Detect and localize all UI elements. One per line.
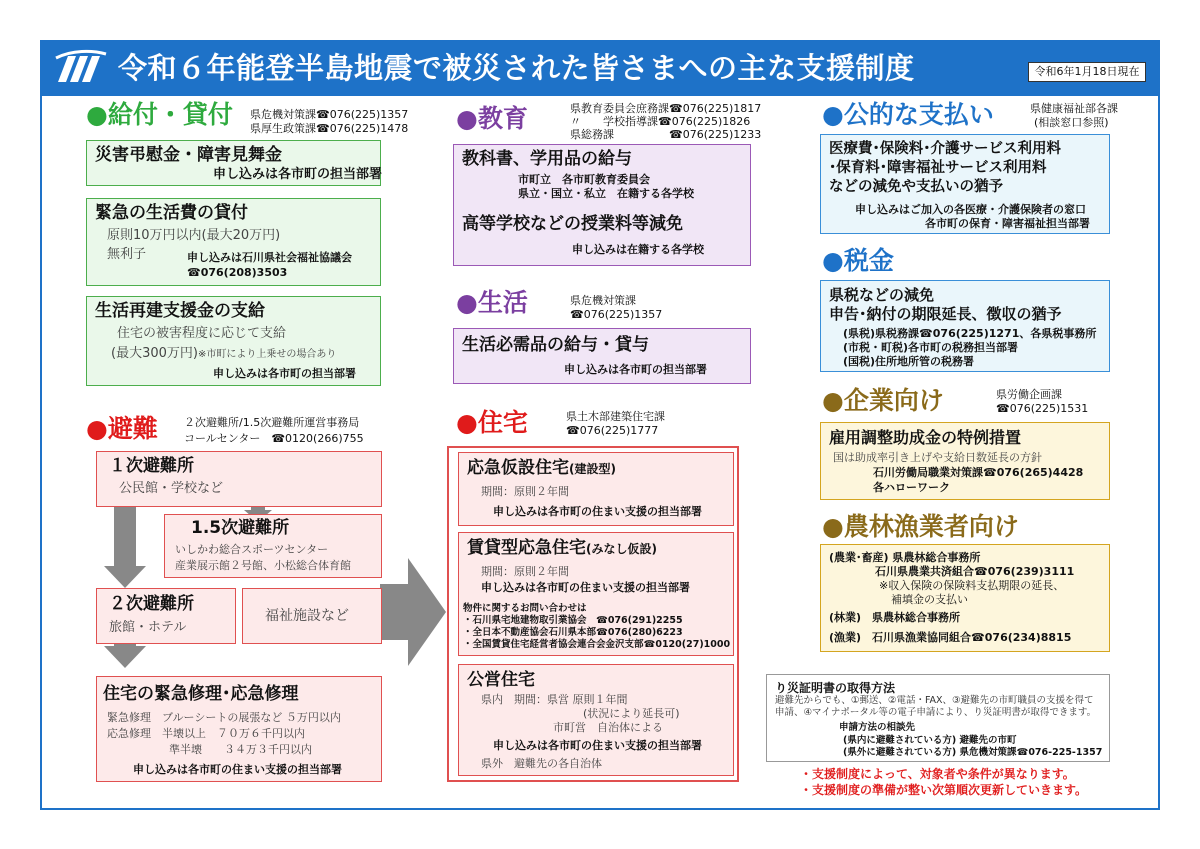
jutaku-card-2 [458, 532, 734, 656]
hinan-repair-card [96, 676, 382, 782]
kyoiku-card-line1: 市町立 各市町教育委員会 [518, 173, 650, 186]
seikatsu-card [453, 328, 751, 384]
rishou-line5: (県外に避難されている方) 県危機対策課☎076-225-1357 [843, 747, 1103, 758]
jutaku-card-2-inq2: ・全日本不動産協会石川県本部☎076(280)6223 [463, 627, 683, 638]
kyoiku-contact-1: 県教育委員会庶務課☎076(225)1817 [570, 102, 762, 115]
kyoiku-card-apply: 申し込みは在籍する各学校 [572, 243, 704, 256]
kouteki-line3: などの減免や支払いの猶予 [829, 179, 1003, 195]
kyufu-card-3-title: 生活再建支援金の支給 [95, 301, 265, 321]
hinan-card-15 [164, 514, 382, 578]
jutaku-card-3-line4: 県外 避難先の各自治体 [481, 757, 602, 770]
repair-apply: 申し込みは各市町の住まい支援の担当部署 [133, 763, 342, 776]
repair-line3: 準半壊 ３４万３千円以内 [169, 743, 312, 756]
kyufu-card-2-line2: 無利子 [107, 247, 147, 262]
section-zeikin-title: ●税金 [822, 246, 894, 275]
kyufu-contact-1: 県危機対策課☎076(225)1357 [250, 108, 409, 121]
jutaku-card-2-period: 期間：原則２年間 [481, 565, 569, 578]
hinan-15ji-line2: 産業展示館２号館、小松総合体育館 [175, 559, 351, 572]
jutaku-card-2-apply: 申し込みは各市町の住まい支援の担当部署 [481, 581, 690, 594]
jutaku-card-2-inq1: ・石川県宅地建物取引業協会 ☎076(291)2255 [463, 615, 683, 626]
section-kyufu-title: ●給付・貸付 [86, 100, 233, 129]
kouteki-contact-2: (相談窓口参照) [1034, 116, 1109, 129]
jutaku-card-3-apply: 申し込みは各市町の住まい支援の担当部署 [493, 739, 702, 752]
kyufu-card-2-title: 緊急の生活費の貸付 [95, 203, 248, 223]
kyufu-card-3-line1: 住宅の被害程度に応じて支給 [117, 326, 287, 341]
norin-line5: (林業) 県農林総合事務所 [829, 611, 961, 624]
date-stamp: 令和6年1月18日現在 [1028, 62, 1146, 82]
rishou-box [766, 674, 1110, 762]
kyoiku-contact-2: 〃 学校指導課☎076(225)1826 [570, 115, 751, 128]
zeikin-contact-2: (市税・町税)各市町の税務担当部署 [843, 341, 1019, 354]
jutaku-card-1-title: 応急仮設住宅(建設型) [467, 458, 616, 478]
jutaku-card-1-period: 期間：原則２年間 [481, 485, 569, 498]
jutaku-card-2-inq3: ・全国賃貸住宅経営者協会連合会金沢支部☎0120(27)1000 [463, 639, 731, 650]
ishikawa-logo-icon [52, 48, 108, 88]
section-jutaku-title: ●住宅 [456, 408, 528, 437]
kigyo-card-title: 雇用調整助成金の特例措置 [829, 428, 1022, 447]
jutaku-card-2-inq: 物件に関するお問い合わせは [463, 603, 587, 614]
jutaku-card-1-apply: 申し込みは各市町の住まい支援の担当部署 [493, 505, 702, 518]
seikatsu-card-title: 生活必需品の給与・貸与 [462, 335, 649, 355]
hinan-1ji-title: １次避難所 [109, 456, 194, 476]
kyoiku-card-title-2: 高等学校などの授業料等減免 [462, 214, 683, 234]
kyufu-card-2-tel: ☎076(208)3503 [187, 266, 288, 279]
jutaku-contact-1: 県土木部建築住宅課 [566, 410, 665, 423]
jutaku-card-3-line2: (状況により延長可) [583, 707, 680, 720]
section-kyoiku-title: ●教育 [456, 104, 528, 133]
seikatsu-card-apply: 申し込みは各市町の担当部署 [564, 363, 707, 376]
kyufu-card-1-title: 災害弔慰金・障害見舞金 [95, 145, 282, 165]
note-2: ・支援制度の準備が整い次第順次更新していきます。 [800, 783, 1088, 797]
hinan-15ji-title: 1.5次避難所 [191, 518, 290, 538]
kyufu-card-1-apply: 申し込みは各市町の担当部署 [213, 167, 383, 182]
hinan-2ji-sub: 旅館・ホテル [109, 620, 187, 635]
kyoiku-card [453, 144, 751, 266]
section-seikatsu-title: ●生活 [456, 288, 528, 317]
note-1: ・支援制度によって、対象者や条件が異なります。 [800, 767, 1075, 781]
kyufu-card-3 [86, 296, 381, 386]
hinan-fukushi-label: 福祉施設など [265, 608, 349, 624]
kyufu-card-2 [86, 198, 381, 286]
kigyo-contact-2: ☎076(225)1531 [996, 402, 1089, 415]
kouteki-apply-1: 申し込みはご加入の各医療・介護保険者の窓口 [855, 203, 1086, 216]
norin-line4: 補填金の支払い [891, 593, 968, 606]
kyufu-card-2-apply: 申し込みは石川県社会福祉協議会 [187, 251, 352, 264]
hinan-card-1 [96, 451, 382, 507]
kouteki-card [820, 134, 1110, 234]
section-kouteki-title: ●公的な支払い [822, 100, 994, 129]
kyoiku-card-title-1: 教科書、学用品の給与 [462, 149, 632, 169]
norin-line6: (漁業) 石川県漁業協同組合☎076(234)8815 [829, 631, 1072, 644]
seikatsu-contact-2: ☎076(225)1357 [570, 308, 663, 321]
kigyo-line2: 石川労働局職業対策課☎076(265)4428 [873, 466, 1084, 479]
hinan-card-2 [96, 588, 236, 644]
kouteki-line1: 医療費･保険料･介護サービス利用料 [829, 141, 1061, 157]
hinan-1ji-sub: 公民館・学校など [119, 481, 224, 496]
norin-card [820, 544, 1110, 652]
repair-line1: 緊急修理 ブルーシートの展張など ５万円以内 [107, 711, 341, 724]
jutaku-card-3-line1: 県内 期間：県営 原則１年間 [481, 693, 628, 706]
rishou-line1: 避難先からでも、①郵送、②電話・FAX、③避難先の市町職員の支援を得て [775, 695, 1094, 706]
seikatsu-contact-1: 県危機対策課 [570, 294, 636, 307]
kigyo-line3: 各ハローワーク [873, 481, 950, 494]
zeikin-contact-3: (国税)住所地所管の税務署 [843, 355, 975, 368]
kyufu-card-2-line1: 原則10万円以内(最大20万円) [107, 228, 281, 243]
flow-arrow-to-jutaku [380, 552, 448, 672]
kigyo-contact-1: 県労働企画課 [996, 388, 1062, 401]
hinan-15ji-line1: いしかわ総合スポーツセンター [175, 543, 329, 556]
section-hinan-title: ●避難 [86, 414, 158, 443]
jutaku-contact-2: ☎076(225)1777 [566, 424, 659, 437]
jutaku-card-3 [458, 664, 734, 776]
hinan-contact-2: コールセンター ☎0120(266)755 [184, 432, 364, 445]
zeikin-line1: 県税などの減免 [829, 286, 935, 304]
rishou-line3: 申請方法の相談先 [839, 722, 916, 733]
norin-line1: (農業･畜産) 県農林総合事務所 [829, 551, 981, 564]
kigyo-card [820, 422, 1110, 500]
kigyo-line1: 国は助成率引き上げや支給日数延長の方針 [833, 451, 1042, 464]
kyufu-card-3-apply: 申し込みは各市町の担当部署 [213, 367, 356, 380]
zeikin-line2: 申告･納付の期限延長、徴収の猶予 [829, 305, 1062, 323]
repair-line2: 応急修理 半壊以上 ７０万６千円以内 [107, 727, 305, 740]
zeikin-card [820, 280, 1110, 372]
kyufu-card-1 [86, 140, 381, 186]
hinan-contact-1: ２次避難所/1.5次避難所運営事務局 [184, 416, 360, 429]
rishou-line4: (県内に避難されている方) 避難先の市町 [843, 735, 1017, 746]
section-kigyo-title: ●企業向け [822, 386, 944, 415]
rishou-title: り災証明書の取得方法 [775, 681, 896, 695]
page-title: 令和６年能登半島地震で被災された皆さまへの主な支援制度 [118, 51, 915, 85]
kouteki-contact-1: 県健康福祉部各課 [1030, 102, 1118, 115]
kouteki-apply-2: 各市町の保育・障害福祉担当部署 [925, 217, 1090, 230]
repair-title: 住宅の緊急修理･応急修理 [103, 684, 299, 704]
kyoiku-card-line2: 県立・国立・私立 在籍する各学校 [518, 187, 694, 200]
kyoiku-contact-3: 県総務課 ☎076(225)1233 [570, 128, 762, 141]
hinan-card-fukushi [242, 588, 382, 644]
kyufu-contact-2: 県厚生政策課☎076(225)1478 [250, 122, 409, 135]
rishou-line2: 申請、④マイナポータル等の電子申請により、り災証明書が取得できます。 [775, 707, 1097, 718]
norin-line3: ※収入保険の保険料支払期限の延長、 [879, 579, 1065, 592]
jutaku-card-3-line3: 市町営 自治体による [553, 721, 663, 734]
hinan-2ji-title: ２次避難所 [109, 594, 194, 614]
kyufu-card-3-line2: (最大300万円)※市町により上乗せの場合あり [111, 346, 337, 361]
section-norin-title: ●農林漁業者向け [822, 512, 1019, 541]
kouteki-line2: ･保育料･障害福祉サービス利用料 [829, 160, 1047, 176]
jutaku-card-2-title: 賃貸型応急住宅(みなし仮設) [467, 538, 657, 558]
zeikin-contact-1: (県税)県税務課☎076(225)1271、各県税事務所 [843, 327, 1097, 340]
norin-line2: 石川県農業共済組合☎076(239)3111 [875, 565, 1075, 578]
jutaku-card-3-title: 公営住宅 [467, 670, 535, 690]
jutaku-card-1 [458, 452, 734, 526]
